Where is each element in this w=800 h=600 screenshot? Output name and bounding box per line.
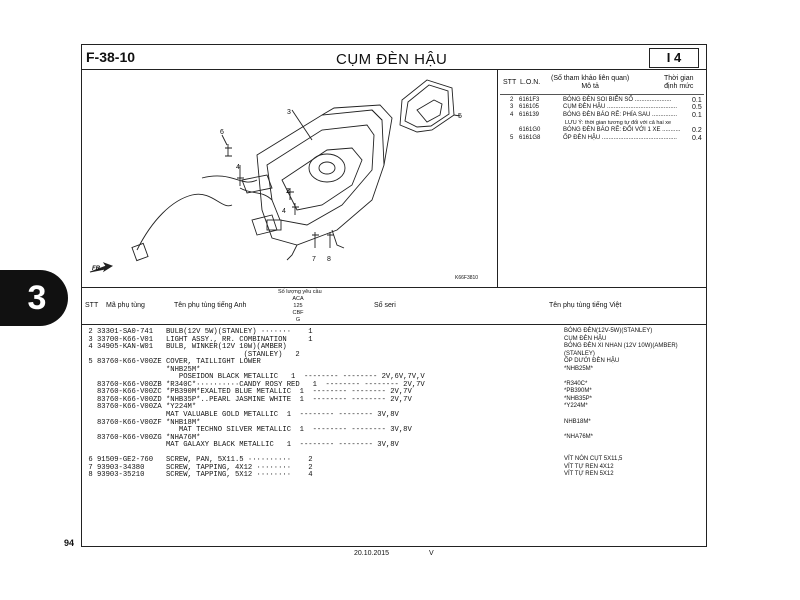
page-title: CỤM ĐÈN HẬU [336,51,448,68]
part-row-vi: BÓNG ĐÈN XI NHAN (12V 10W)(AMBER) [564,343,678,350]
part-row-vi: VÍT TỰ REN 4X12 [564,463,614,470]
qty-header-label: Số lượng yêu cầu [278,289,322,295]
qty-header-model: CBF [292,310,304,316]
part-row: 83760-K66-V00ZD *NHB35P*..PEARL JASMINE WHITE 1 -------- -------- 2V,7V [84,395,412,404]
ref-header-lon: L.O.N. [520,79,541,86]
ref-table-divider [497,69,498,287]
callout-4b: 4 [282,208,286,215]
part-row-vi: *Y224M* [564,403,588,410]
ref-row-lon: 6161F3 [519,97,540,103]
ref-header-rule [500,94,704,95]
part-row-vi [564,441,678,449]
ref-row-time: 0.2 [692,127,702,134]
part-row: 83760-K66-V00ZF *NHB18M* [84,418,201,427]
ref-row-time: 0.5 [692,104,702,111]
callout-3: 3 [287,109,291,116]
ref-row-lon: 616105 [519,104,540,110]
ref-row-desc: CỤM ĐÈN HẬU .......................................... [563,104,678,110]
callout-6: 6 [220,129,224,136]
part-row: 8 93903-35210 SCREW, TAPPING, 5X12 ········ 4 [84,471,313,480]
part-row-vi: VÍT TỰ REN 5X12 [564,471,614,478]
chapter-tab: 3 [0,270,68,326]
part-row: 6 91509-GE2-760 SCREW, PAN, 5X11.5 ·········· 2 [84,456,313,465]
part-row: 83760-K66-V00ZG *NHA76M* [84,433,201,442]
parts-header-name-en: Tên phụ tùng tiếng Anh [174,302,247,309]
parts-header-serial: Số seri [374,302,396,309]
figure-id: K66F3810 [455,275,479,281]
callout-8: 8 [327,256,331,263]
part-row: 7 93903-34380 SCREW, TAPPING, 4X12 ········ 2 [84,463,313,472]
part-row: 3 33700-K66-V01 LIGHT ASSY., RR. COMBINATION 1 [84,335,313,344]
version: V [429,550,434,557]
part-row-vi [564,411,678,419]
parts-header-name-vi: Tên phụ tùng tiếng Việt [549,302,622,309]
taillight-housing [257,110,384,245]
diagram-divider [81,287,707,288]
ref-row-stt: 4 [510,112,514,118]
print-date: 20.10.2015 [354,550,390,557]
callout-4: 4 [236,164,240,171]
parts-header-qty [278,289,322,324]
part-row: MAT VALUABLE GOLD METALLIC 1 -------- -------- 3V,8V [84,411,399,420]
part-row-vi [564,373,678,381]
section-badge: I 4 [649,48,699,68]
part-row: 5 83760-K66-V00ZE COVER, TAILLIGHT LOWER [84,358,261,367]
parts-header-stt: STT [85,302,99,309]
part-row-vi: *R340C* [564,380,588,387]
part-row: MAT GALAXY BLACK METALLIC 1 -------- -------- 3V,8V [84,441,399,450]
part-row: *NHB25M* [84,365,201,374]
part-row: 2 33301-SA0-741 BULB(12V 5W)(STANLEY) ······· 1 [84,328,313,336]
qty-header-model: 125 [293,303,303,309]
ref-row-stt: 3 [510,104,514,110]
ref-row-stt: 2 [510,97,514,103]
ref-row-desc: BÓNG ĐÈN BÁO RẼ: ĐỔI VỚI 1 XE ........... [563,127,681,133]
part-row-vi: CỤM ĐÈN HẬU [564,335,607,342]
ref-header-time: Thời gian định mức [664,75,694,90]
part-row-vi: *NHB25M* [564,365,594,372]
ref-row-time: 0.1 [692,112,702,119]
part-row-vi: *PB390M* [564,388,592,395]
part-row: POSEIDON BLACK METALLIC 1 -------- -------- 2V,6V,7V,V [84,373,425,382]
taillight-cover [400,80,454,132]
callout-2: 2 [286,188,290,195]
callout-7: 7 [312,256,316,263]
part-row: 83760-K66-V00ZB *R340C*··········CANDY ROSY RED 1 -------- -------- 2V,7V [84,380,425,389]
part-row-vi: VÍT NÓN CỤT 5X11,5 [564,456,623,463]
part-row-vi: *NHB35P* [564,395,593,402]
parts-list [84,328,425,479]
ref-row-desc: ỐP ĐÈN HẬU ............................................. [563,135,677,141]
ref-header-desc: (Số tham khảo liên quan) Mô tả [551,75,630,90]
exploded-diagram [82,70,496,286]
page-number: 94 [64,538,75,548]
part-row [84,449,425,457]
qty-header-model: G [295,317,301,323]
part-row-vi: NHB18M* [564,418,591,425]
ref-row-lon: 6161G8 [519,135,541,141]
ref-row-lon: 616139 [519,112,540,118]
parts-header-partno: Mã phụ tùng [106,302,145,309]
part-row-vi: BÓNG ĐÈN(12V-5W)(STANLEY) [564,328,653,334]
ref-row-time: 0.1 [692,97,702,104]
part-row-vi: (STANLEY) [564,350,595,357]
wire-harness [137,194,232,250]
ref-row-time: 0.4 [692,135,702,142]
ref-row-stt: 5 [510,135,514,141]
part-row: 83760-K66-V00ZA *Y224M* [84,403,197,412]
callout-5: 5 [458,113,462,120]
parts-list-vi [564,328,678,479]
part-row: MAT TECHNO SILVER METALLIC 1 -------- -------- 3V,8V [84,426,412,435]
part-row-vi [564,426,678,434]
figure-code: F-38-10 [86,49,136,65]
part-row: 83760-K66-V00ZC *PB390M*EXALTED BLUE METALLIC 1 -------- -------- 2V,7V [84,388,412,397]
part-row-vi: ỐP DƯỚI ĐÈN HẬU [564,358,620,365]
fr-label: FR. [92,266,102,272]
parts-header-divider [81,324,707,325]
ref-row-note: LƯU Ý: thời gian tương tự đối với cả hai xe [565,120,672,126]
ref-row-desc: BÓNG ĐÈN BÁO RẼ: PHÍA SAU ............... [563,112,678,118]
part-row-vi: *NHA76M* [564,433,594,440]
part-row: 4 34905-KAN-W01 BULB, WINKER(12V 10W)(AMBER) [84,343,287,352]
ref-row-desc: BÓNG ĐÈN SOI BIỂN SỐ ...................... [563,97,672,103]
ref-row-lon: 6161G0 [519,127,541,133]
ref-header-stt: STT [503,79,517,86]
part-row: (STANLEY) 2 [84,350,300,359]
qty-header-model: ACA [292,296,304,302]
